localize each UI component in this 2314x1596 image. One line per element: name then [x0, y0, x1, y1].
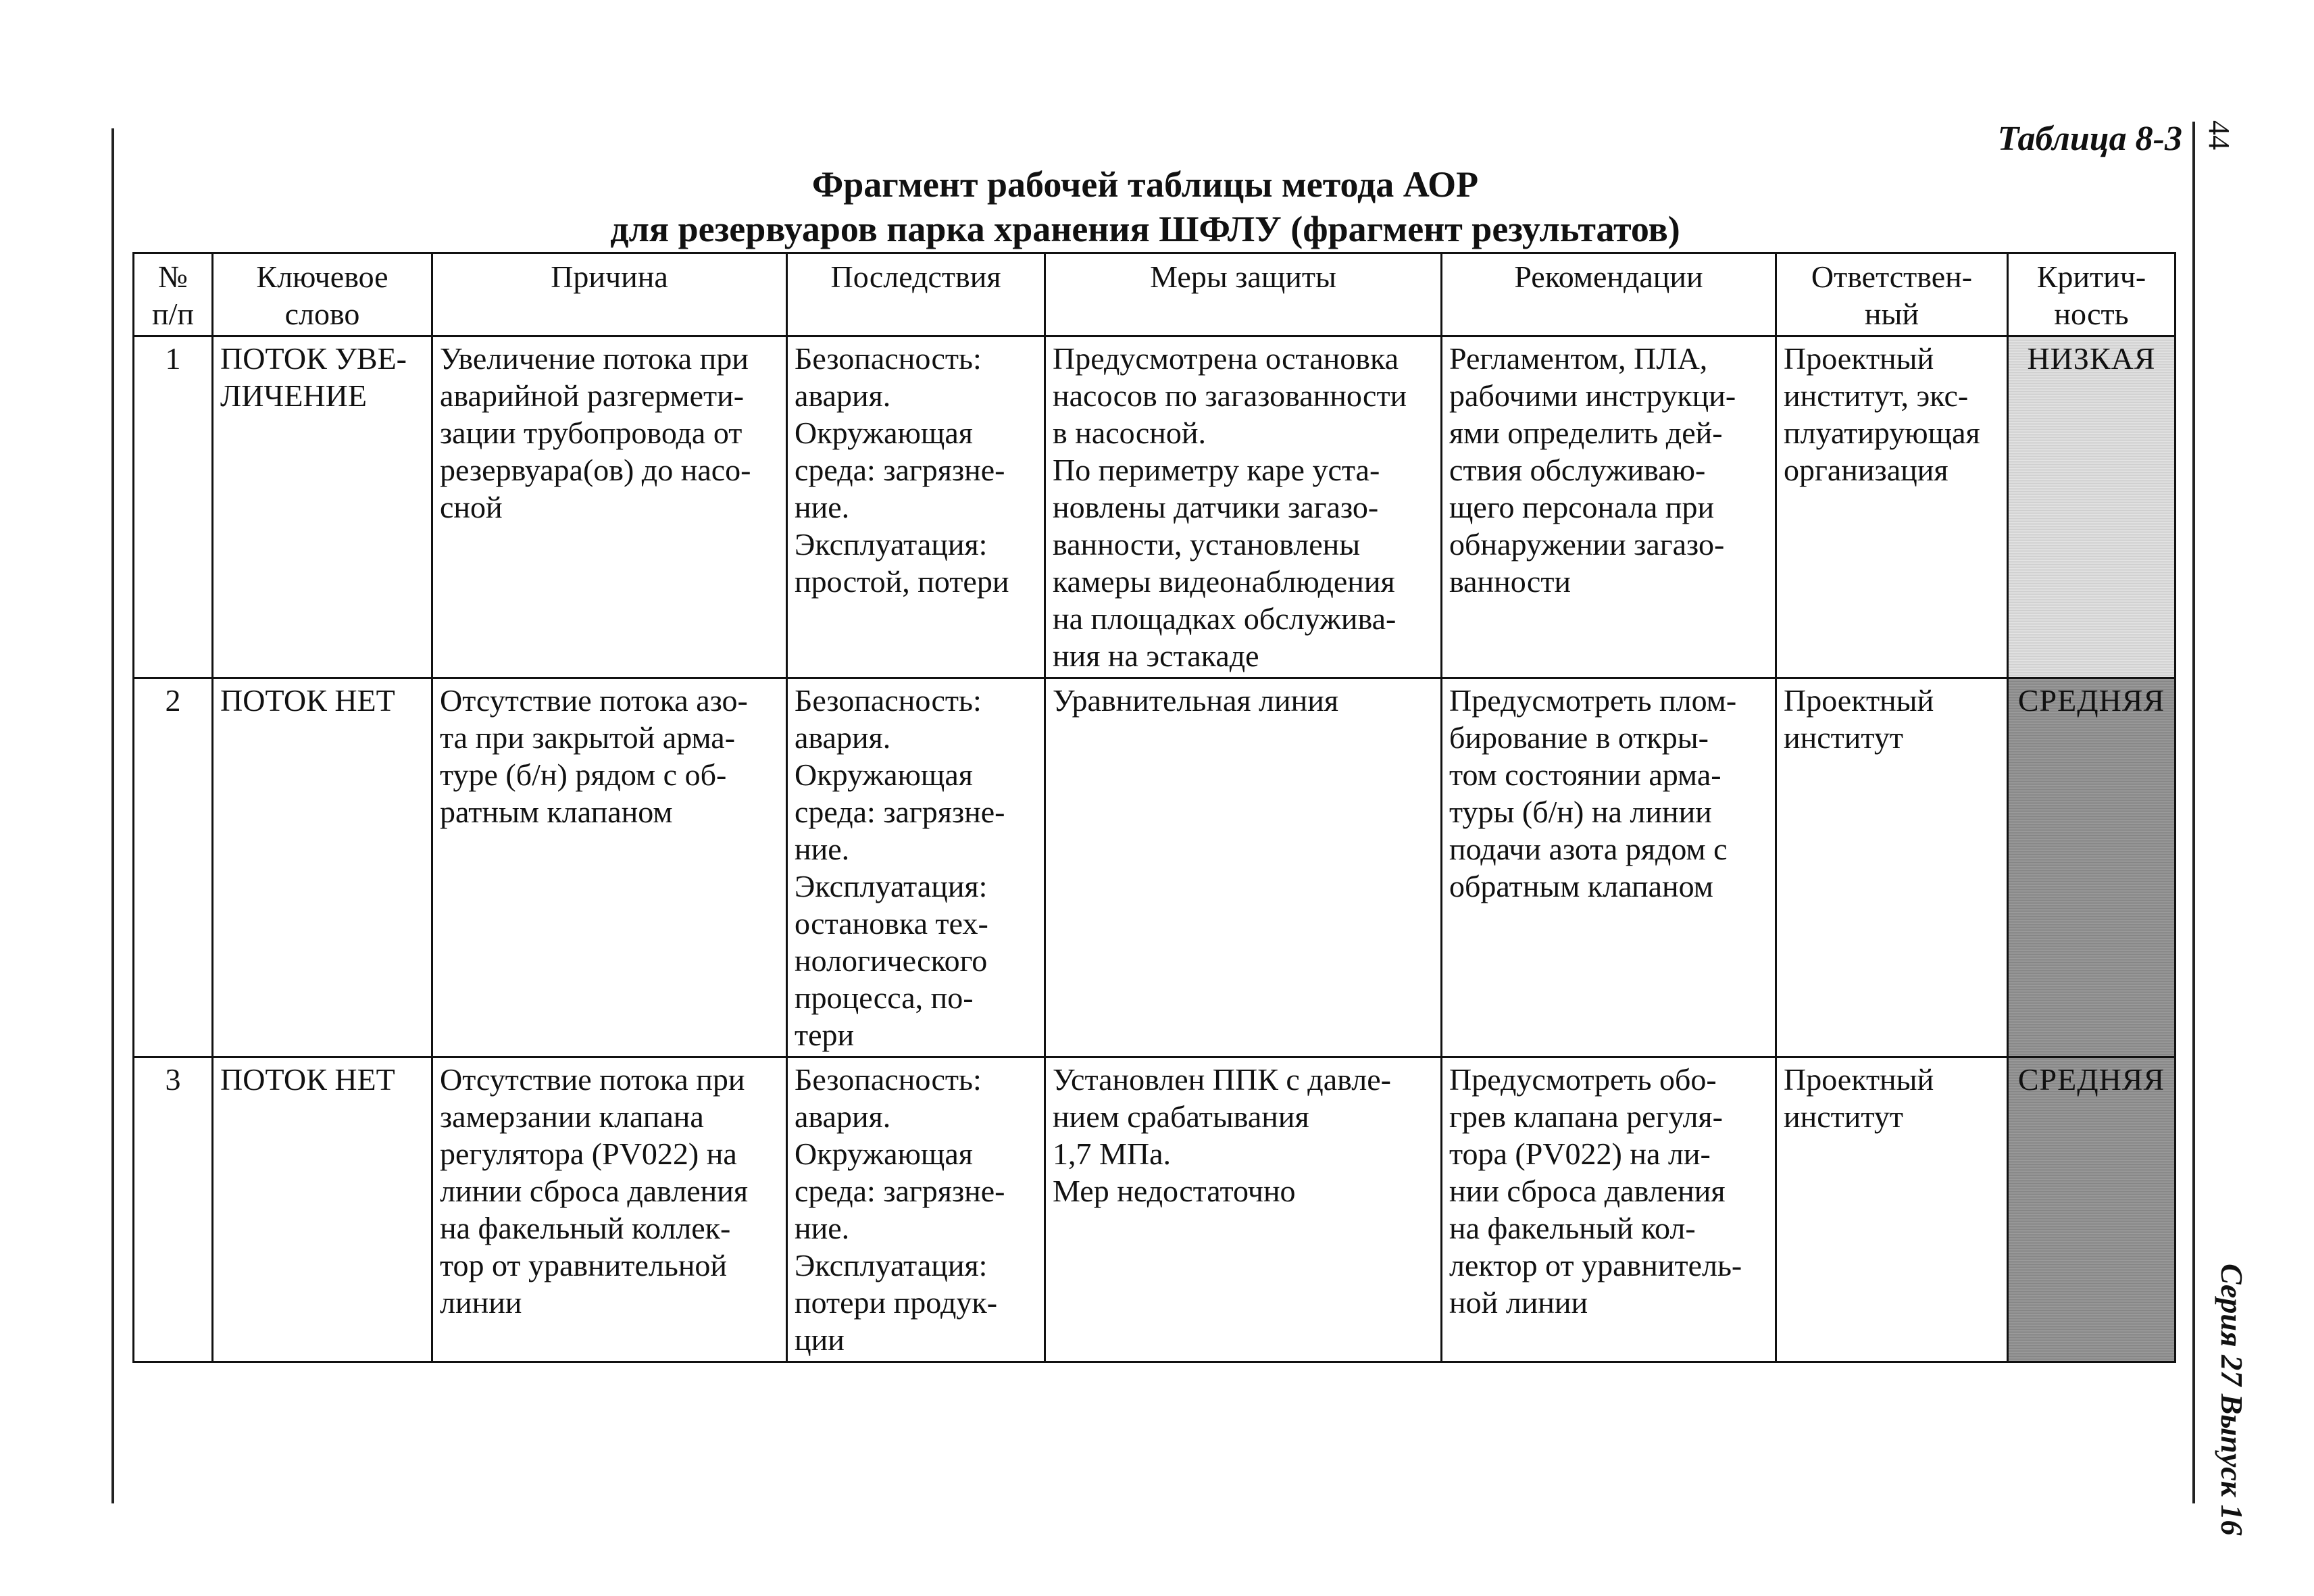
table-row: [134, 1057, 2175, 1362]
table-number: Таблица 8-3: [1997, 120, 2182, 158]
header-consequences: Последствия: [787, 253, 1045, 336]
cell-consequences: Безопасность: авария. Окружающая среда: загрязне- ние. Эксплуатация: простой, потери: [787, 336, 1045, 678]
cell-responsible: Проектный институт, экс- плуатирующая организация: [1776, 336, 2008, 678]
cell-responsible: Проектный институт: [1776, 1057, 2008, 1362]
series-label: Серия 27 Выпуск 16: [2215, 1264, 2249, 1536]
table-row: [134, 678, 2175, 1057]
cell-criticality: СРЕДНЯЯ: [2008, 678, 2175, 1057]
cell-cause: Увеличение потока при аварийной разгермети- зации трубопровода от резервуара(ов) до насо- сной: [432, 336, 787, 678]
header-criticality: Критич- ность: [2008, 253, 2175, 336]
cell-cause: Отсутствие потока азо- та при закрытой арма- туре (б/н) рядом с об- ратным клапаном: [432, 678, 787, 1057]
cell-num: 3: [134, 1057, 213, 1362]
table-title: [135, 162, 2155, 251]
cell-num: 2: [134, 678, 213, 1057]
cell-protection: Предусмотрена остановка насосов по загазованности в насосной. По периметру каре уста- новлены датчики загазо- ванности, установлены камеры видеонаблюдения на площадках обслужива- ния на эстакаде: [1045, 336, 1442, 678]
cell-recommendations: Предусмотреть обо- грев клапана регуля- тора (PV022) на ли- нии сброса давления на факельный кол- лектор от уравнитель- ной линии: [1442, 1057, 1776, 1362]
table-row: [134, 336, 2175, 678]
table-header-row: [134, 253, 2175, 336]
header-responsible: Ответствен- ный: [1776, 253, 2008, 336]
cell-keyword: ПОТОК НЕТ: [213, 678, 432, 1057]
cell-recommendations: Регламентом, ПЛА, рабочими инструкци- ями определить дей- ствия обслуживаю- щего персонала при обнаружении загазо- ванности: [1442, 336, 1776, 678]
title-line-2: для резервуаров парка хранения ШФЛУ (фрагмент результатов): [610, 209, 1680, 249]
cell-consequences: Безопасность: авария. Окружающая среда: загрязне- ние. Эксплуатация: потери продук- ции: [787, 1057, 1045, 1362]
title-line-1: Фрагмент рабочей таблицы метода АОР: [811, 164, 1479, 205]
cell-consequences: Безопасность: авария. Окружающая среда: загрязне- ние. Эксплуатация: остановка тех- нологического процесса, по- тери: [787, 678, 1045, 1057]
cell-protection: Уравнительная линия: [1045, 678, 1442, 1057]
cell-keyword: ПОТОК НЕТ: [213, 1057, 432, 1362]
cell-criticality: НИЗКАЯ: [2008, 336, 2175, 678]
hazop-table: [132, 252, 2176, 1363]
cell-protection: Установлен ППК с давле- нием срабатывания 1,7 МПа. Мер недостаточно: [1045, 1057, 1442, 1362]
left-margin-rule: [111, 128, 114, 1503]
header-recommendations: Рекомендации: [1442, 253, 1776, 336]
cell-responsible: Проектный институт: [1776, 678, 2008, 1057]
cell-cause: Отсутствие потока при замерзании клапана регулятора (PV022) на линии сброса давления на факельный коллек- тор от уравнительной линии: [432, 1057, 787, 1362]
header-keyword: Ключевое слово: [213, 253, 432, 336]
header-num: № п/п: [134, 253, 213, 336]
cell-recommendations: Предусмотреть плом- бирование в откры- том состоянии арма- туры (б/н) на линии подачи азота рядом с обратным клапаном: [1442, 678, 1776, 1057]
page-number: 44: [2203, 120, 2236, 150]
header-protection: Меры защиты: [1045, 253, 1442, 336]
cell-num: 1: [134, 336, 213, 678]
header-cause: Причина: [432, 253, 787, 336]
cell-keyword: ПОТОК УВЕ- ЛИЧЕНИЕ: [213, 336, 432, 678]
cell-criticality: СРЕДНЯЯ: [2008, 1057, 2175, 1362]
